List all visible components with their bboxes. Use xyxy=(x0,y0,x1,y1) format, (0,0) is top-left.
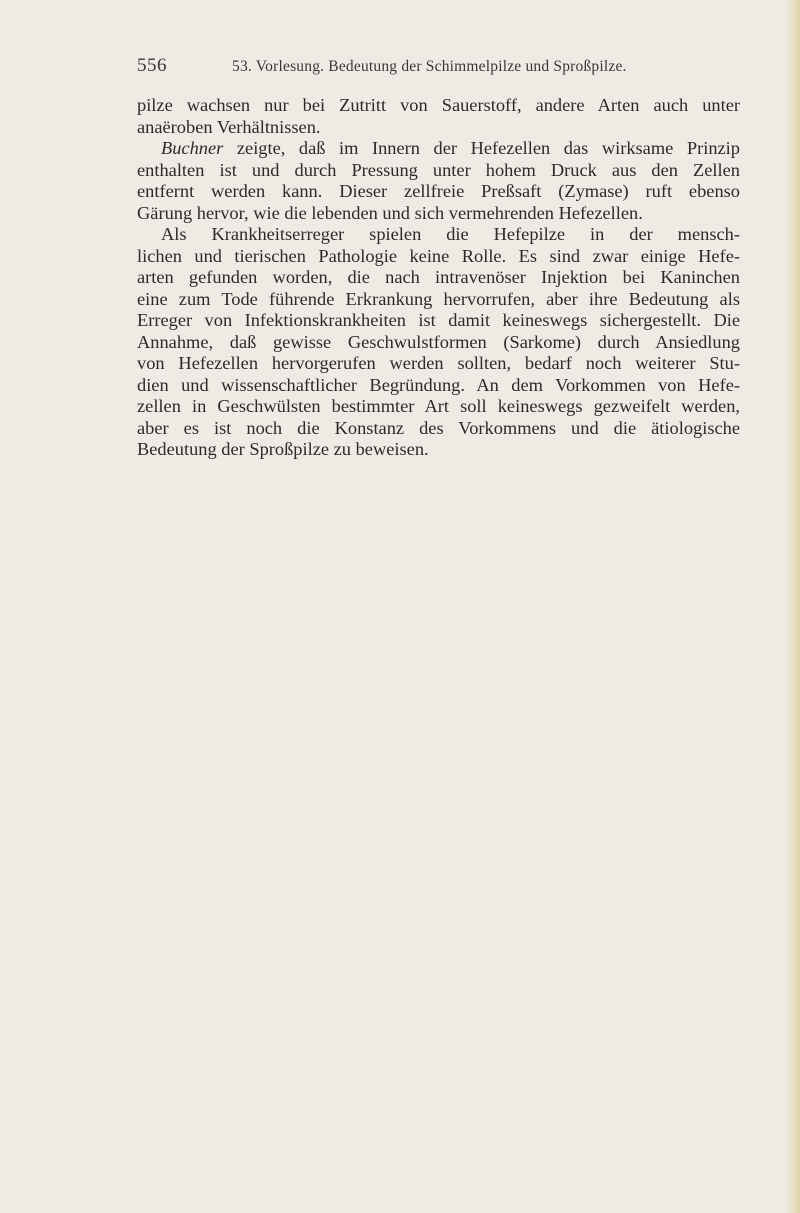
text-line: Gärung hervor, wie die lebenden und sich vermehrenden Hefezellen. xyxy=(137,202,643,223)
text-line: eine zum Tode führende Erkrankung hervorrufen, aber ihre Bedeutung als xyxy=(137,288,740,309)
body-text xyxy=(137,95,740,461)
text-line: Erreger von Infektionskrankheiten ist damit keineswegs sichergestellt. Die xyxy=(137,310,740,330)
text-line: arten gefunden worden, die nach intravenöser Injektion bei Kaninchen xyxy=(137,267,740,287)
text-line: Annahme, daß gewisse Geschwulstformen (Sarkome) durch Ansiedlung xyxy=(137,331,740,352)
text-fragment: zeigte, daß im Innern der Hefezellen das wirksame Prinzip xyxy=(223,138,740,158)
text-line: anaëroben Verhältnissen. xyxy=(137,116,321,137)
text-line: von Hefezellen hervorgerufen werden sollten, bedarf noch weiterer Stu- xyxy=(137,353,740,373)
text-line: entfernt werden kann. Dieser zellfreie Preßsaft (Zymase) ruft ebenso xyxy=(137,181,740,201)
page-header xyxy=(137,55,737,79)
text-line: Als Krankheitserreger spielen die Hefepilze in der mensch- xyxy=(161,224,740,244)
text-line: aber es ist noch die Konstanz des Vorkommens und die ätiologische xyxy=(137,417,740,438)
text-line: dien und wissenschaftlicher Begründung. An dem Vorkommen von Hefe- xyxy=(137,374,740,395)
text-line: zellen in Geschwülsten bestimmter Art soll keineswegs gezweifelt werden, xyxy=(137,396,740,416)
text-line: pilze wachsen nur bei Zutritt von Sauerstoff, andere Arten auch unter xyxy=(137,95,740,115)
text-line: lichen und tierischen Pathologie keine Rolle. Es sind zwar einige Hefe- xyxy=(137,245,740,266)
text-line xyxy=(137,138,740,160)
page-edge xyxy=(786,0,800,1213)
text-line: enthalten ist und durch Pressung unter hohem Druck aus den Zellen xyxy=(137,159,740,180)
running-head: 53. Vorlesung. Bedeutung der Schimmelpilze und Sproßpilze. xyxy=(232,58,627,75)
text-line: Bedeutung der Sproßpilze zu beweisen. xyxy=(137,439,429,459)
page-number: 556 xyxy=(137,55,167,76)
author-name: Buchner xyxy=(161,138,224,158)
